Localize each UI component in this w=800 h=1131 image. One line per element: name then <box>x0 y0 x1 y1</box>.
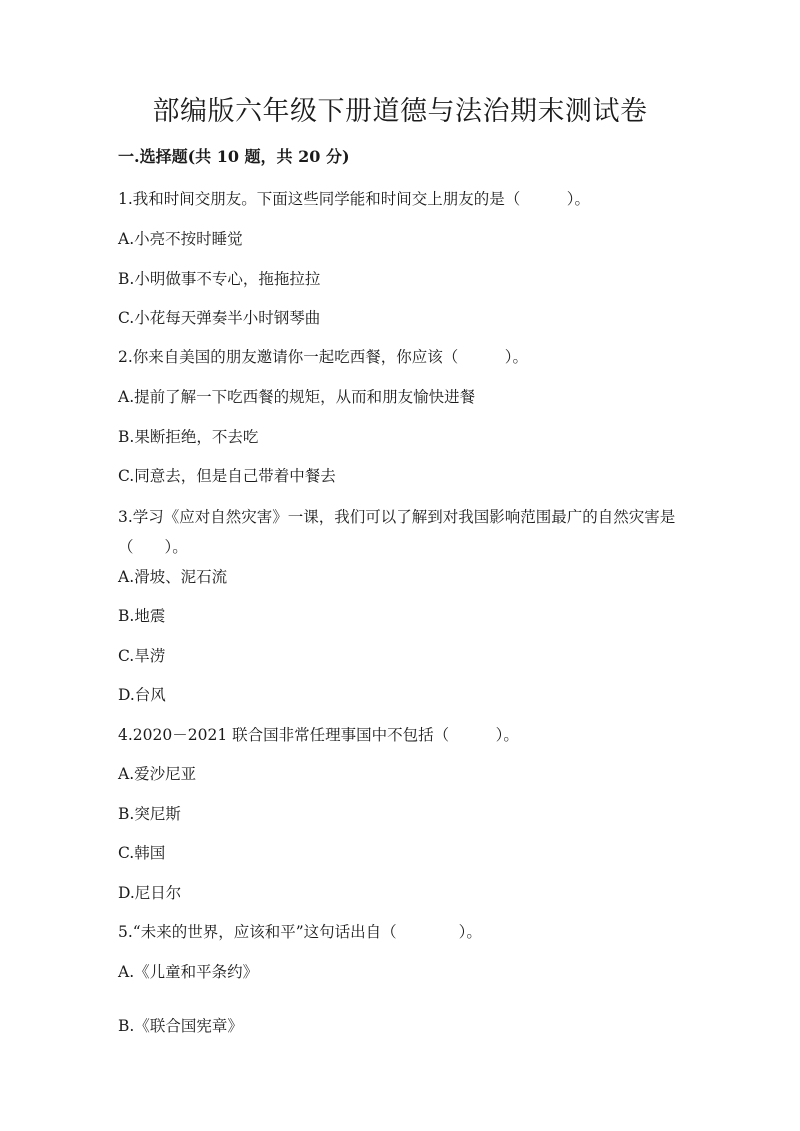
page-title: 部编版六年级下册道德与法治期末测试卷 <box>152 96 648 127</box>
option-3c: C.旱涝 <box>118 647 166 665</box>
option-5b: B.《联合国宪章》 <box>118 1017 243 1035</box>
option-4c: C.韩国 <box>118 844 166 862</box>
option-3d: D.台风 <box>118 686 166 704</box>
option-1c: C.小花每天弹奏半小时钢琴曲 <box>118 309 321 327</box>
option-1b: B.小明做事不专心，拖拖拉拉 <box>118 270 321 288</box>
question-1: 1.我和时间交朋友。下面这些同学能和时间交上朋友的是（ ）。 <box>118 190 591 208</box>
option-2a: A.提前了解一下吃西餐的规矩，从而和朋友愉快进餐 <box>118 388 476 406</box>
option-5a: A.《儿童和平条约》 <box>118 963 259 981</box>
option-3b: B.地震 <box>118 607 166 625</box>
option-4b: B.突尼斯 <box>118 805 181 823</box>
section-heading: 一.选择题(共 10 题，共 20 分) <box>118 147 350 166</box>
option-1a: A.小亮不按时睡觉 <box>118 230 243 248</box>
question-4: 4.2020－2021 联合国非常任理事国中不包括（ ）。 <box>118 726 519 744</box>
option-2b: B.果断拒绝，不去吃 <box>118 428 259 446</box>
question-2: 2.你来自美国的朋友邀请你一起吃西餐，你应该（ ）。 <box>118 348 529 366</box>
option-4a: A.爱沙尼亚 <box>118 765 197 783</box>
question-5: 5.“未来的世界，应该和平”这句话出自（ ）。 <box>118 923 482 941</box>
question-3: 3.学习《应对自然灾害》一课，我们可以了解到对我国影响范围最广的自然灾害是（ ）。 <box>118 508 676 556</box>
option-2c: C.同意去，但是自己带着中餐去 <box>118 467 336 485</box>
option-4d: D.尼日尔 <box>118 884 182 902</box>
option-3a: A.滑坡、泥石流 <box>118 568 228 586</box>
